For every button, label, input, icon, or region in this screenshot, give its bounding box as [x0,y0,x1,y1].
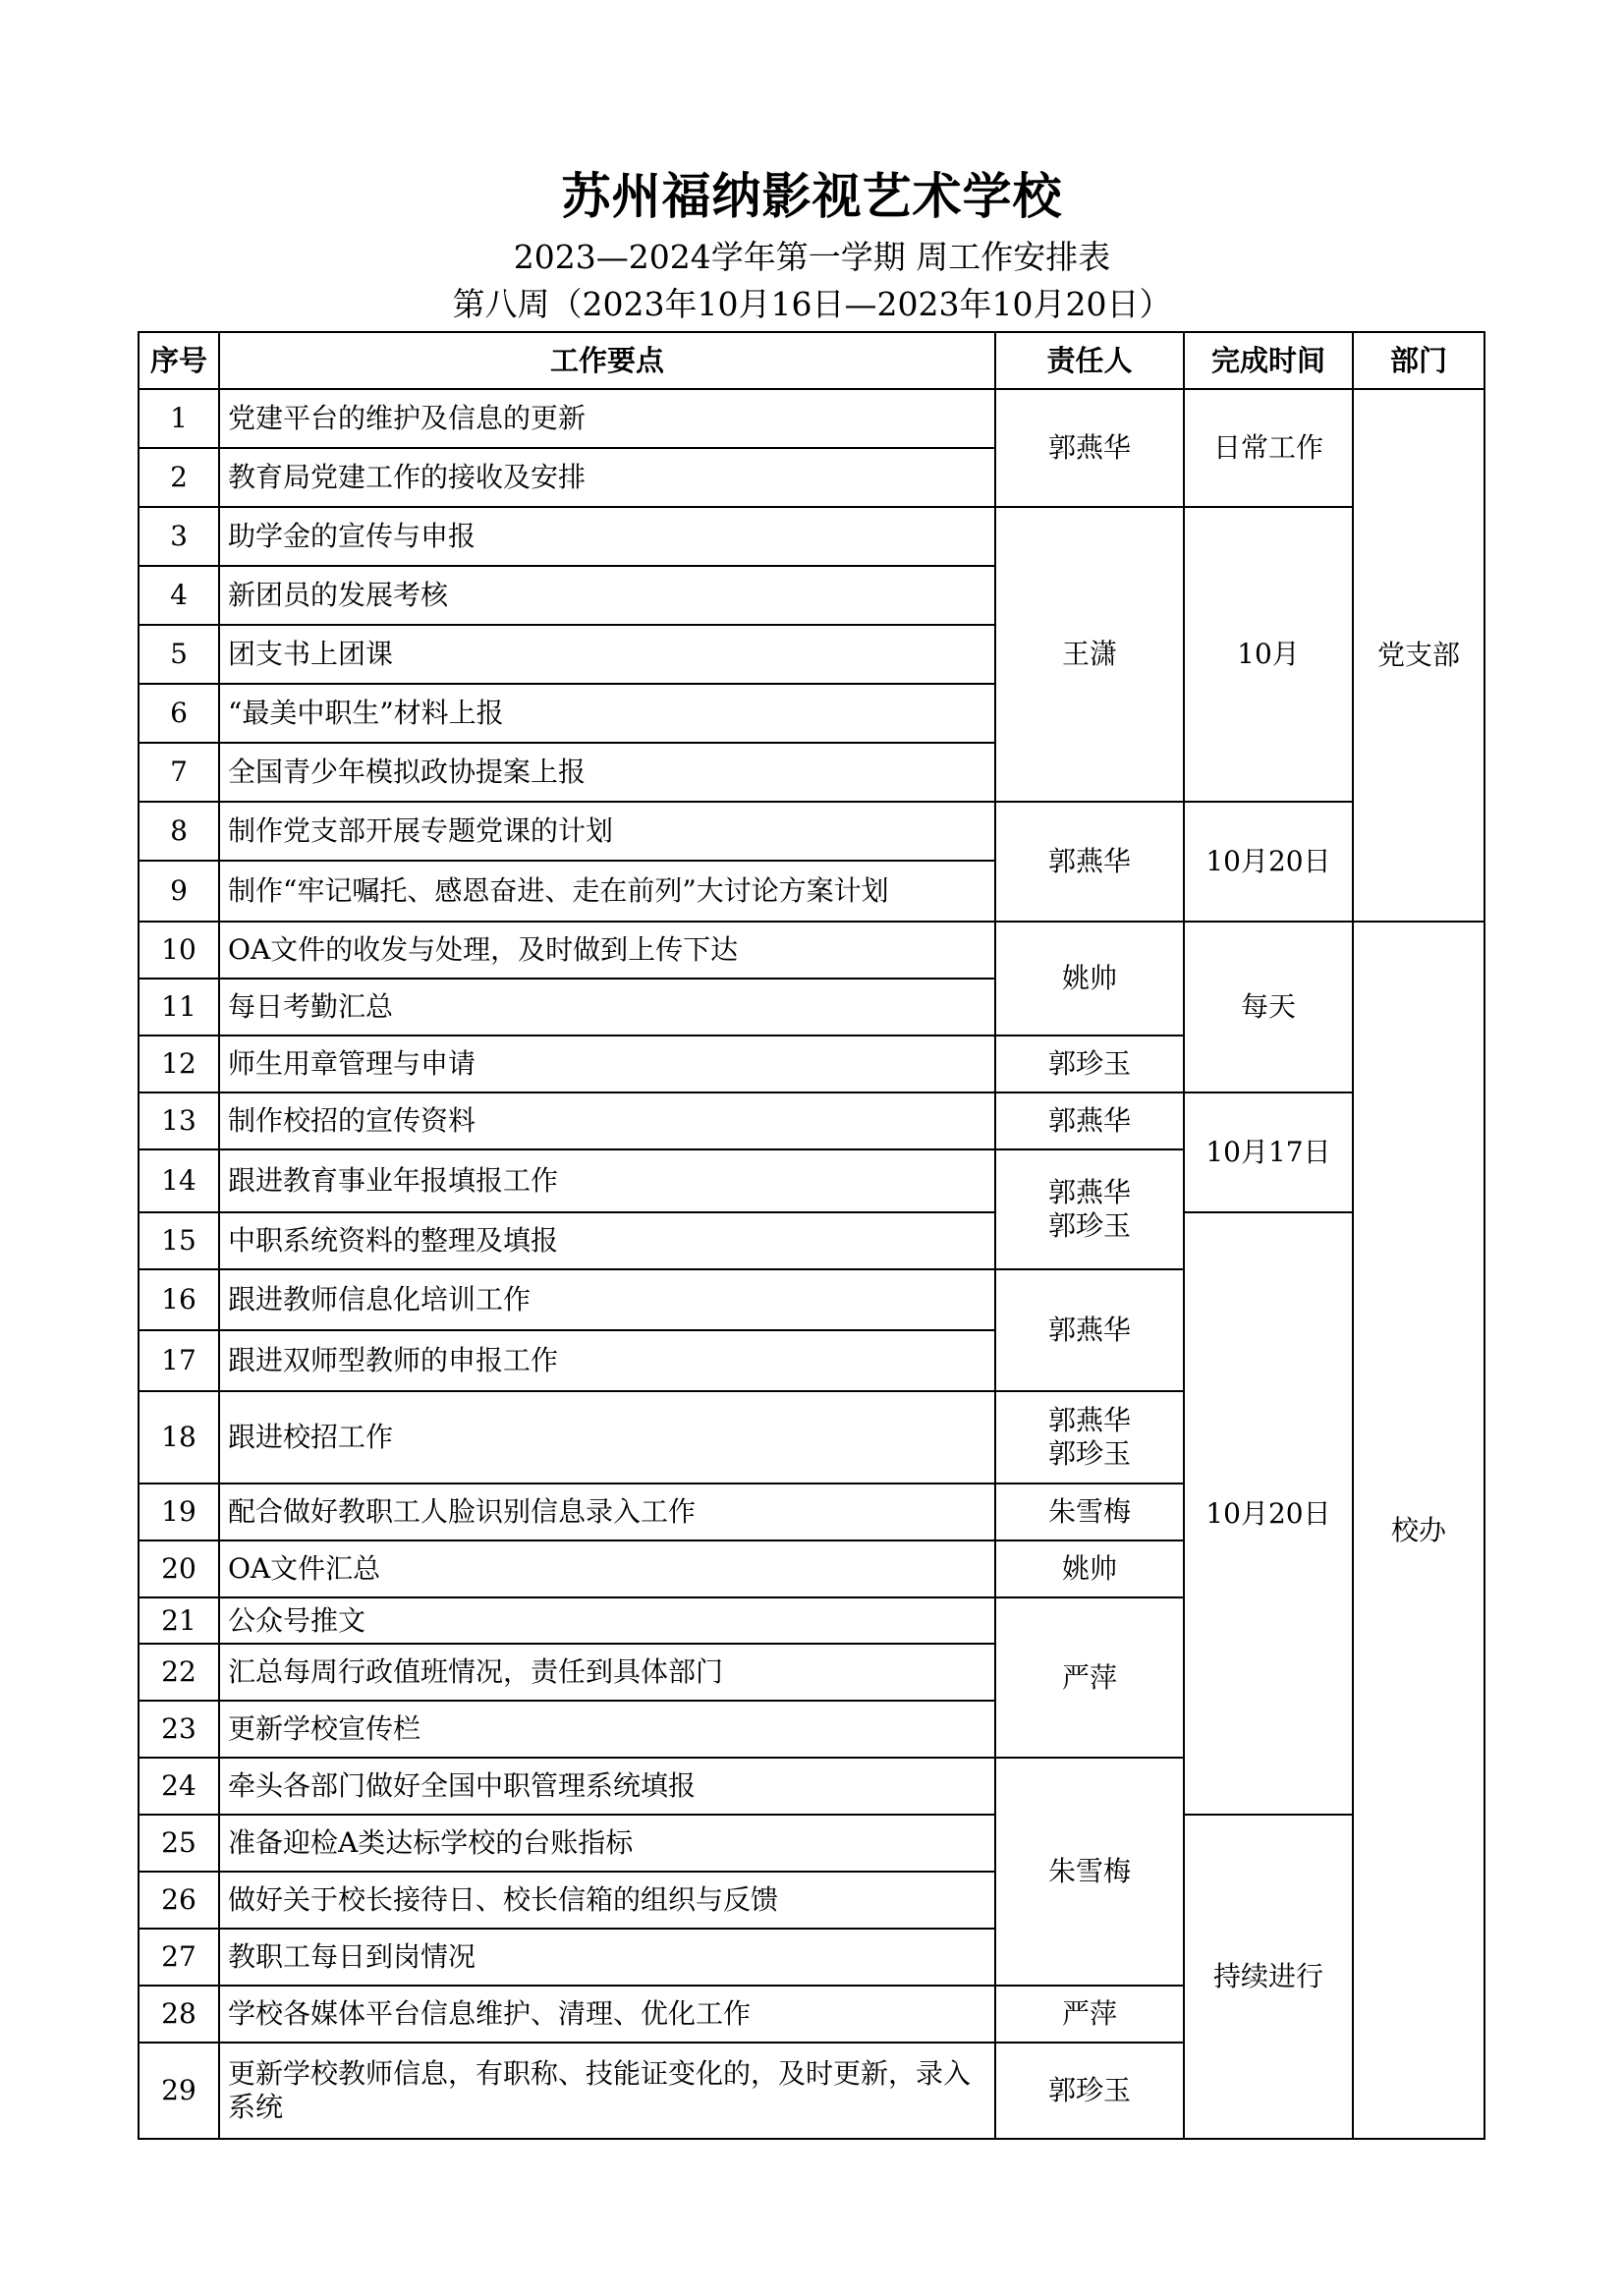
owner-cell: 王潇 [995,507,1184,802]
task-description: 师生用章管理与申请 [219,1036,995,1092]
row-number: 27 [139,1929,219,1986]
owner-cell: 郭燕华 [995,1092,1184,1149]
row-number: 4 [139,566,219,625]
task-description: 配合做好教职工人脸识别信息录入工作 [219,1484,995,1540]
deadline-cell: 每天 [1184,922,1353,1092]
table-row [139,1092,1484,1149]
page-title: 苏州福纳影视艺术学校 [561,168,1063,225]
table-row [139,922,1484,979]
task-description: 公众号推文 [219,1597,995,1644]
deadline-cell: 10月20日 [1184,802,1353,922]
table-header-row [139,332,1484,389]
page-subtitle: 2023—2024学年第一学期 周工作安排表 [513,238,1111,276]
task-description: 中职系统资料的整理及填报 [219,1212,995,1269]
row-number: 17 [139,1330,219,1391]
deadline-cell: 10月17日 [1184,1092,1353,1212]
task-description: OA文件汇总 [219,1540,995,1597]
table-row [139,802,1484,861]
deadline-cell: 10月20日 [1184,1212,1353,1815]
owner-cell: 郭燕华 郭珍玉 [995,1391,1184,1484]
row-number: 18 [139,1391,219,1484]
table-row [139,507,1484,566]
row-number: 19 [139,1484,219,1540]
row-number: 12 [139,1036,219,1092]
work-schedule-table [138,331,1485,2140]
task-description: 跟进校招工作 [219,1391,995,1484]
task-description: 汇总每周行政值班情况，责任到具体部门 [219,1644,995,1701]
table-row [139,1815,1484,1872]
row-number: 3 [139,507,219,566]
deadline-cell: 10月 [1184,507,1353,802]
task-description: 更新学校教师信息，有职称、技能证变化的，及时更新，录入系统 [219,2043,995,2139]
row-number: 13 [139,1092,219,1149]
deadline-cell: 持续进行 [1184,1815,1353,2139]
col-header-task: 工作要点 [219,332,995,389]
row-number: 20 [139,1540,219,1597]
owner-cell: 姚帅 [995,1540,1184,1597]
row-number: 6 [139,684,219,743]
table-row [139,389,1484,448]
table-row [139,1212,1484,1269]
owner-cell: 郭珍玉 [995,2043,1184,2139]
task-description: 更新学校宣传栏 [219,1701,995,1758]
task-description: 教职工每日到岗情况 [219,1929,995,1986]
department-cell: 党支部 [1353,389,1484,922]
row-number: 11 [139,979,219,1036]
owner-cell: 郭燕华 郭珍玉 [995,1149,1184,1269]
department-cell: 校办 [1353,922,1484,2139]
task-description: 每日考勤汇总 [219,979,995,1036]
row-number: 1 [139,389,219,448]
owner-cell: 朱雪梅 [995,1484,1184,1540]
task-description: “最美中职生”材料上报 [219,684,995,743]
row-number: 29 [139,2043,219,2139]
col-header-deadline: 完成时间 [1184,332,1353,389]
row-number: 5 [139,625,219,684]
owner-cell: 郭燕华 [995,389,1184,507]
task-description: OA文件的收发与处理，及时做到上传下达 [219,922,995,979]
task-description: 制作校招的宣传资料 [219,1092,995,1149]
row-number: 21 [139,1597,219,1644]
row-number: 25 [139,1815,219,1872]
task-description: 制作“牢记嘱托、感恩奋进、走在前列”大讨论方案计划 [219,861,995,922]
owner-cell: 姚帅 [995,922,1184,1036]
row-number: 23 [139,1701,219,1758]
row-number: 9 [139,861,219,922]
owner-cell: 郭燕华 [995,1269,1184,1391]
task-description: 准备迎检A类达标学校的台账指标 [219,1815,995,1872]
owner-cell: 严萍 [995,1986,1184,2043]
task-description: 跟进教师信息化培训工作 [219,1269,995,1330]
task-description: 党建平台的维护及信息的更新 [219,389,995,448]
task-description: 全国青少年模拟政协提案上报 [219,743,995,802]
row-number: 16 [139,1269,219,1330]
task-description: 跟进教育事业年报填报工作 [219,1149,995,1212]
row-number: 26 [139,1872,219,1929]
row-number: 24 [139,1758,219,1815]
row-number: 22 [139,1644,219,1701]
task-description: 助学金的宣传与申报 [219,507,995,566]
task-description: 跟进双师型教师的申报工作 [219,1330,995,1391]
deadline-cell: 日常工作 [1184,389,1353,507]
row-number: 7 [139,743,219,802]
task-description: 团支书上团课 [219,625,995,684]
row-number: 2 [139,448,219,507]
owner-cell: 郭珍玉 [995,1036,1184,1092]
task-description: 牵头各部门做好全国中职管理系统填报 [219,1758,995,1815]
row-number: 8 [139,802,219,861]
task-description: 教育局党建工作的接收及安排 [219,448,995,507]
col-header-no: 序号 [139,332,219,389]
task-description: 新团员的发展考核 [219,566,995,625]
task-description: 学校各媒体平台信息维护、清理、优化工作 [219,1986,995,2043]
task-description: 制作党支部开展专题党课的计划 [219,802,995,861]
owner-cell: 郭燕华 [995,802,1184,922]
owner-cell: 朱雪梅 [995,1758,1184,1986]
owner-cell: 严萍 [995,1597,1184,1758]
row-number: 10 [139,922,219,979]
row-number: 28 [139,1986,219,2043]
task-description: 做好关于校长接待日、校长信箱的组织与反馈 [219,1872,995,1929]
row-number: 15 [139,1212,219,1269]
week-range: 第八周（2023年10月16日—2023年10月20日） [452,285,1172,323]
row-number: 14 [139,1149,219,1212]
col-header-department: 部门 [1353,332,1484,389]
col-header-owner: 责任人 [995,332,1184,389]
